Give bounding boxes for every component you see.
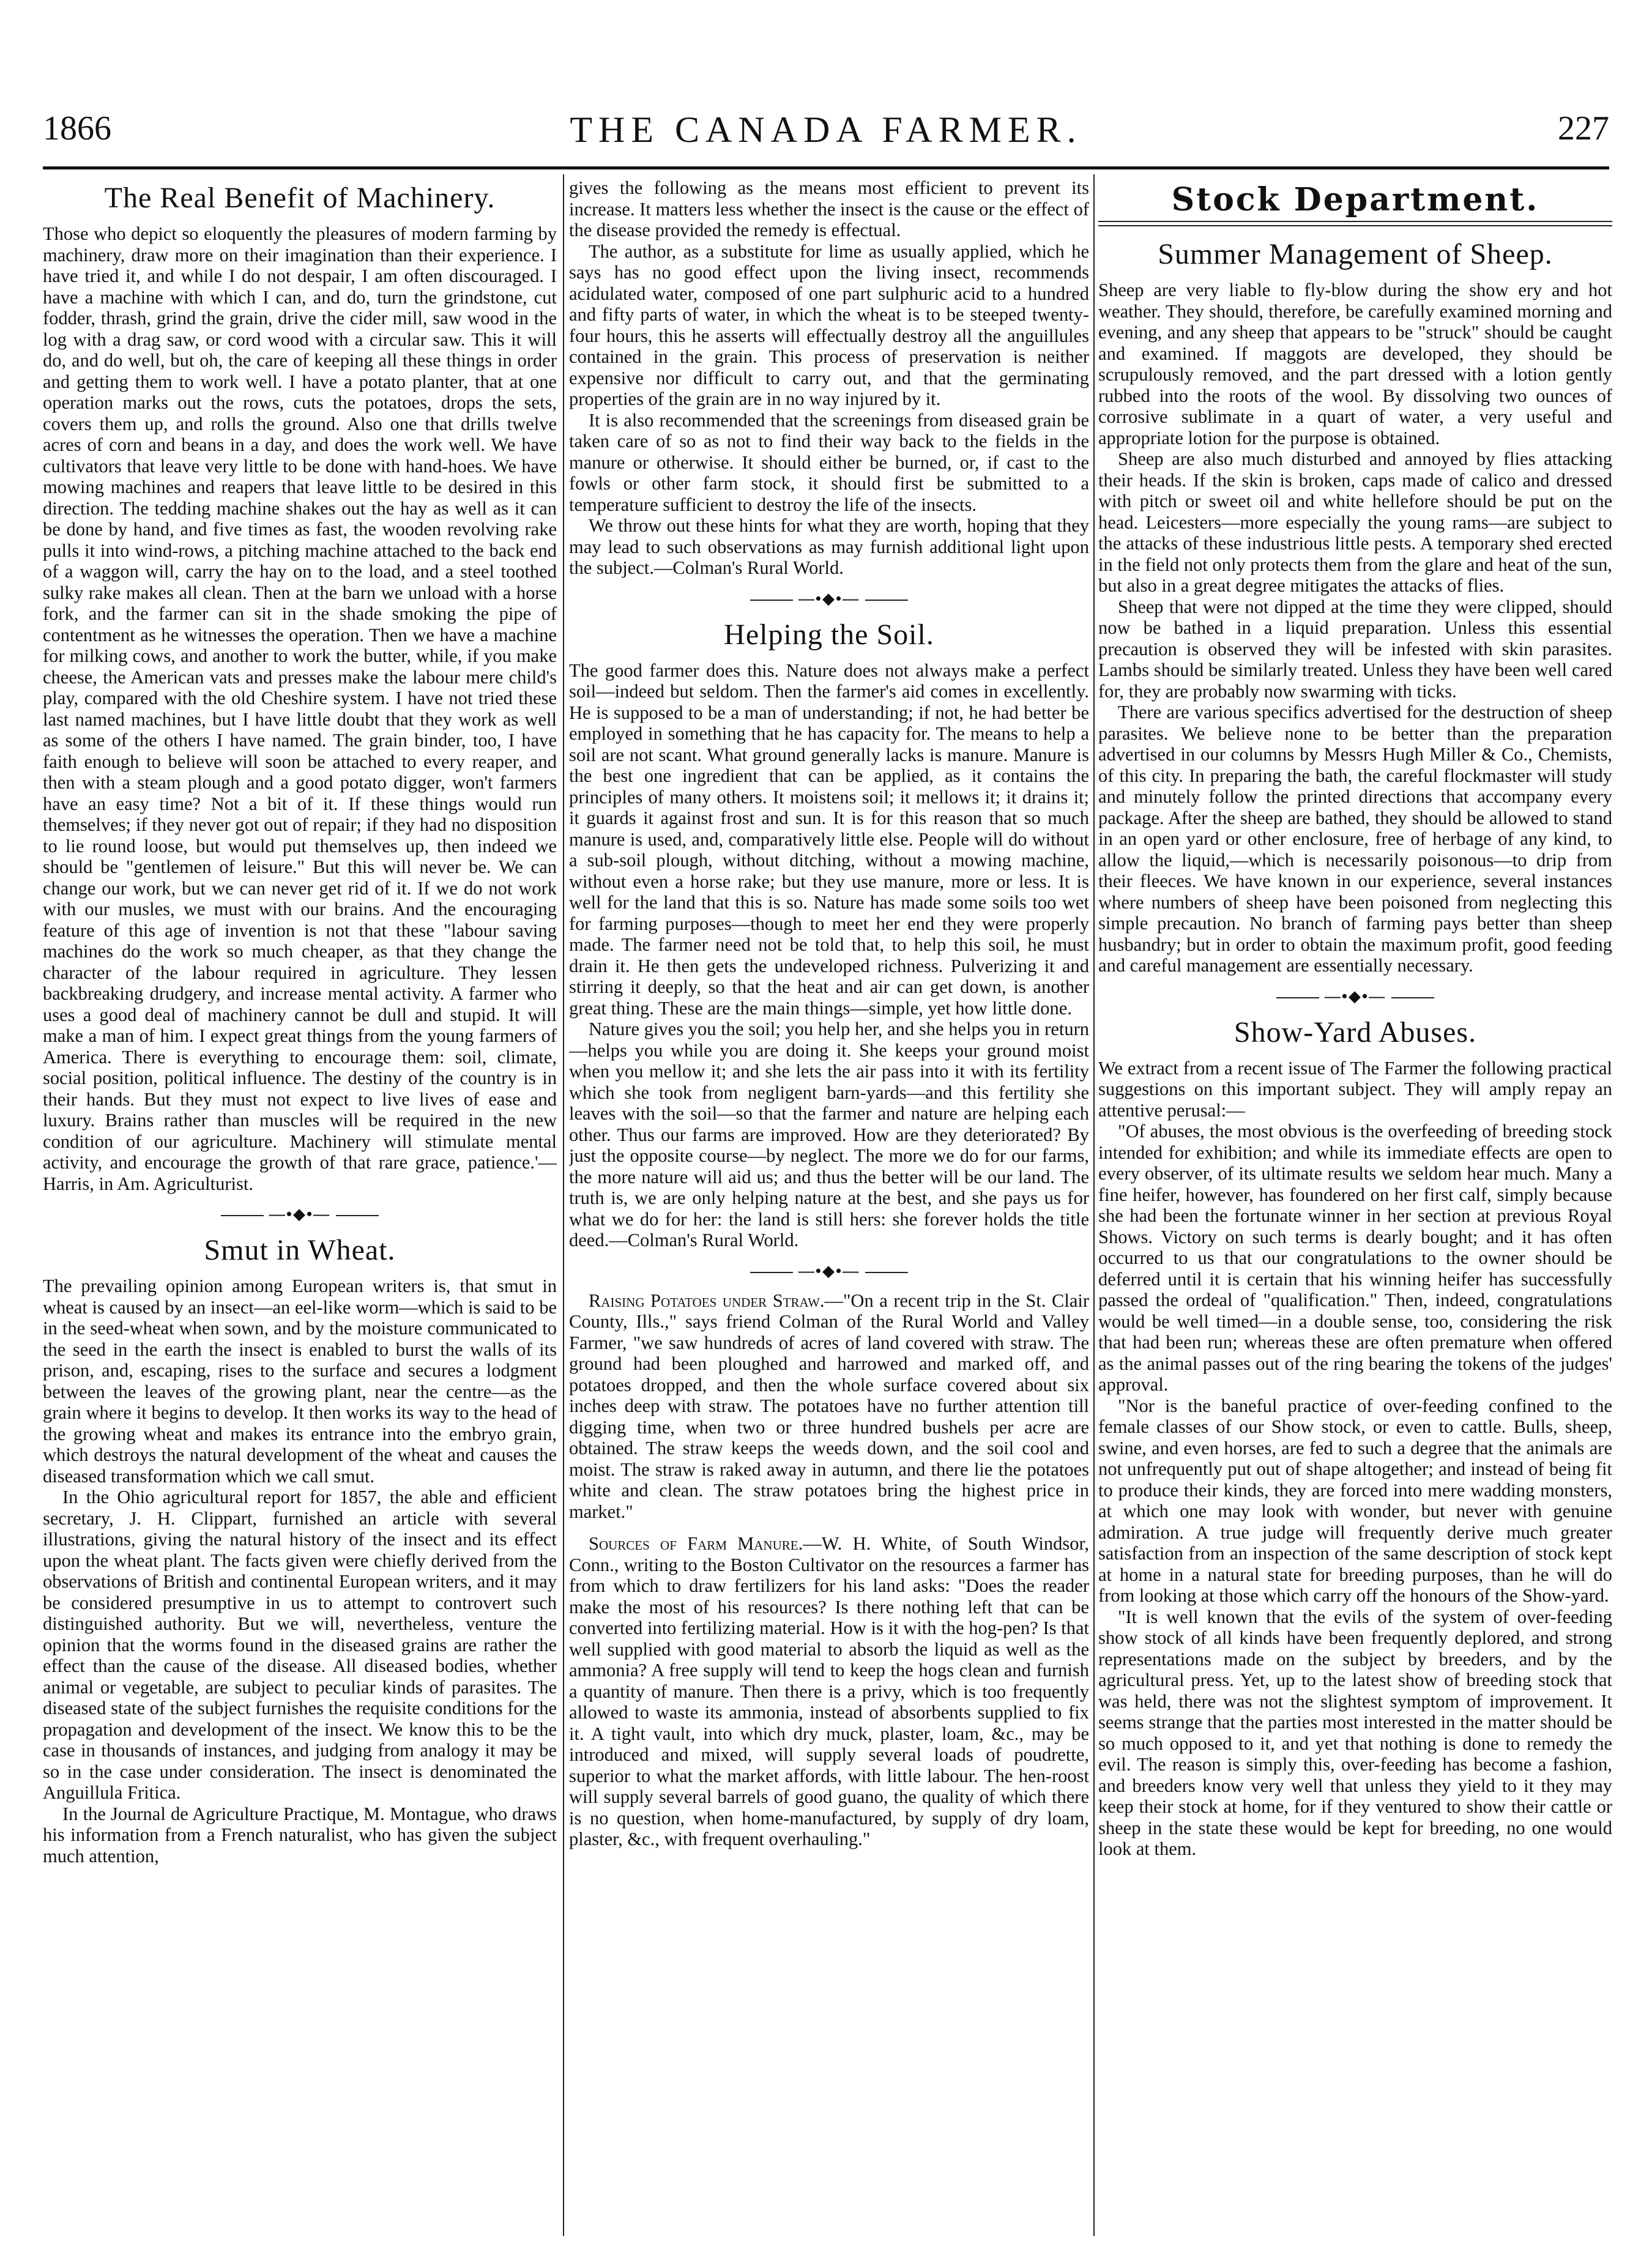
page-header [43,109,1609,164]
column-2 [569,177,1089,2233]
ornament-rule [865,1272,908,1273]
ornament-glyph: —•◆•— [1324,987,1386,1005]
article-body: Those who depict so eloquently the pleasures of modern farming by machinery, draw more on their imagination than their experience. I have tried it, and while I do not despair, I am often discouraged. I have a machine with which I can, and do, turn the grindstone, cut fodder, thrash, grind the grain, drive the cider mill, saw wood in the log with a drag saw, or cord wood with a circular saw. This it will do, and do well, but oh, the care of keeping all these things in order and getting them to work well. I have a potato planter, that at one operation marks out the rows, cuts the potatoes, drops the sets, covers them up, and rolls the ground. Also one that drills twelve acres of corn and beans in a day, and does the work well. We have cultivators that leave very little to be done with hand-hoes. We have mowing machines and reapers that leave little to be desired in this direction. The tedding machine shakes out the hay as well as it can be done by hand, and five times as fast, the wooden revolving rake pulls it into wind-rows, a pitching machine attached to the back end of a waggon will, carry the hay on to the load, and a steel toothed sulky rake makes all clean. Then at the barn we unload with a horse fork, and the farmer can sit in the shade smoking the pipe of contentment as he witnesses the operation. Then we have a machine for milking cows, and another to work the butter, while, if you make cheese, the American vats and presses make the labour mere child's play, compared with the old Cheshire system. I have not tried these last named machines, but I have little doubt that they work as well as some of the others I have named. The grain binder, too, I have faith enough to believe will soon be attached to every reaper, and then with a steam plough and a good potato digger, won't farmers have an easy time? Not a bit of it. If these things would run themselves; if they never got out of repair; if they had no disposition to lie round loose, but would put themselves up, then indeed we should be "gentlemen of leisure." But this will never be. We can change our work, but we can never get rid of it. If we do not work with our musles, we must with our brains. And the encouraging feature of this age of invention is not that these "labour saving machines do the work so much cheaper, as that they change the character of the labour required in agriculture. They lessen backbreaking drudgery, and increase mental activity. A farmer who uses a good deal of machinery cannot be dull and stupid. It will make a man of him. I expect great things from the young farmers of America. There is everything to encourage them: soil, climate, social position, political influence. The destiny of the country is in their hands. But they must not expect to live lives of ease and luxury. Brains rather than muscles will be required in the new condition of our agriculture. Machinery will stimulate mental activity, and encourage the growth of that rare grace, patience.'—Harris, in Am. Agriculturist. [43,223,557,1194]
article-title-machinery: The Real Benefit of Machinery. [104,182,496,214]
article-body: "It is well known that the evils of the system of over-feeding show stock of all kinds have been frequently deplored, and strong representations made on the subject by breeders, and by the agricultural press. Yet, up to the latest show of breeding stock that was held, there was not the slightest symptom of improvement. It seems strange that the parties most interested in the matter should be so much opposed to it, and yet that nothing is done to remedy the evil. The reason is simply this, over-feeding has become a fashion, and breeders know very well that unless they yield to it they may keep their stock at home, for if they ventured to show their cattle or sheep in the state these would be kept for breeding, no one would look at them. [1098,1606,1612,1859]
ornament-rule [750,1272,793,1273]
ornament-rule [865,600,908,601]
paragraph-text: —"On a recent trip in the St. Clair County, Ills.," says friend Colman of the Rural World and Valley Farmer, "we saw hundreds of acres of land covered with straw. The ground had been ploughed and harrowed and marked off, and potatoes dropped, and then the whole surface covered about six inches deep with straw. The potatoes have no further attention till digging time, when two or three hundred bushels per acre are obtained. The straw keeps the weeds down, and the soil cool and moist. The straw is raked away in autumn, and there lie the potatoes white and clean. The straw potatoes bring the highest price in market." [569,1290,1089,1522]
article-body: The prevailing opinion among European writers is, that smut in wheat is caused by an insect—an eel-like worm—which is said to be in the seed-wheat when sown, and by the moisture communicated to the seed in the earth the insect is enabled to burst the walls of its prison, and, escaping, rises to the surface and secures a lodgment between the leaves of the growing plant, near the centre—as the grain where it begins to develop. It then works its way to the head of the growing wheat and makes its entrance into the embryo grain, which destroys the natural development of the wheat and causes the diseased transformation which we call smut. [43,1276,557,1487]
column-divider [1093,174,1095,2236]
header-year: 1866 [43,110,111,147]
article-body: It is also recommended that the screenings from diseased grain be taken care of so as not to find their way back to the fields in the manure or otherwise. It should either be burned, or, if cast to the fowls or other farm stock, it should first be submitted to a temperature sufficient to destroy the life of the insects. [569,409,1089,515]
article-body: "Of abuses, the most obvious is the overfeeding of breeding stock intended for exhibition; and while its immediate effects are open to every observer, of its ultimate results we seldom hear much. Many a fine heifer, however, has foundered on her first calf, simply because she had been the fortunate winner in her section at previous Royal Shows. Victory on such terms is dearly bought; and it has often occurred to us that our congratulations to the owner should be deferred until it is certain that his winning heifer has successfully passed the ordeal of "qualification." Then, indeed, congratulations would be well timed—in a double sense, too, considering the risk that had been run; whereas these are often premature when offered as the animal passes out of the ring bearing the tokens of the judges' approval. [1098,1121,1612,1395]
article-title-showyard: Show-Yard Abuses. [1233,1016,1477,1049]
article-body: In the Journal de Agriculture Practique, M. Montague, who draws his information from a French naturalist, who has given the subject much attention, [43,1803,557,1867]
article-body: The author, as a substitute for lime as usually applied, which he says has no good effect upon the living insect, recommends acidulated water, composed of one part sulphuric acid to a hundred and fifty parts of water, in which the wheat is to be steeped twenty-four hours, this he asserts will effectually destroy all the anguillules contained in the grain. This process of preservation is neither expensive nor difficult to carry out, and that the germinating properties of the grain are in no way injured by it. [569,240,1089,409]
article-body: We throw out these hints for what they are worth, hoping that they may lead to such observations as may furnish additional light upon the subject.—Colman's Rural World. [569,515,1089,578]
article-body: The good farmer does this. Nature does not always make a perfect soil—indeed but seldom. Then the farmer's aid comes in excellently. He is supposed to be a man of understanding; if not, he had better be employed in something that he has capacity for. The means to help a soil are not scant. What ground generally lacks is manure. Manure is the best one ingredient that can be applied, as it contains the principles of many others. It moistens soil; it mellows it; it drains it; it guards it against frost and sun. It is for this reason that so much manure is used, and, comparatively little else. People will do without a sub-soil plough, without ditching, without a mowing machine, without even a horse rake; but they use manure, more or less. It is well for the land that this is so. Nature has made some soils too wet for farming purposes—though to meet her end they were properly made. The farmer need not be told that, to help this soil, he must drain it. He then gets the undeveloped richness. Pulverizing it and stirring it deeply, so that the heat and air can get down, is another great thing. These are the main things—simple, yet how little done. [569,659,1089,1019]
section-ornament [43,1205,557,1224]
column-3 [1098,177,1612,2233]
header-title: THE CANADA FARMER. [570,110,1082,150]
section-ornament [569,590,1089,608]
ornament-rule [1276,997,1319,998]
double-rule [1098,221,1612,226]
header-page-number: 227 [1558,110,1609,147]
article-body: gives the following as the means most efficient to prevent its increase. It matters less whether the insect is the cause or the effect of the disease provided the remedy is effectual. [569,177,1089,240]
article-body: Nature gives you the soil; you help her, and she helps you in return—helps you while you are doing it. She keeps your ground moist when you mellow it; and she lets the air pass into it with its fertility which she took from negligent barn-yards—and this fertility she leaves with the soil—so that the farmer and nature are helping each other. Thus our farms are improved. How are they deteriorated? By just the opposite course—by neglect. The more we do for our farms, the more nature will aid us; and thus the better will be our land. The truth is, we are only helping nature at the best, and she pays us for what we do for her: the land is still hers: she forever holds the title deed.—Colman's Rural World. [569,1019,1089,1250]
ornament-rule [1391,997,1434,998]
article-body: Sheep are very liable to fly-blow during the show ery and hot weather. They should, therefore, be carefully examined morning and evening, and any sheep that appears to be "struck" should be caught and examined. If maggots are developed, they should be scrupulously removed, and the part dressed with a lotion gently rubbed into the roots of the wool. By dissolving two ounces of corrosive sublimate in a quart of water, a very useful and appropriate lotion for the purpose is obtained. [1098,280,1612,448]
ornament-glyph: —•◆•— [798,1261,860,1280]
article-body: There are various specifics advertised for the destruction of sheep parasites. We believe none to be better than the preparation advertised in our columns by Messrs Hugh Miller & Co., Chemists, of this city. In preparing the bath, the careful flockmaster will study and minutely follow the printed directions that accompany every package. After the sheep are bathed, they should be allowed to stand in an open yard or other enclosure, free of herbage of any kind, to allow the liquid,—which is necessarily poisonous—to drip from their fleeces. We have known in our experience, several instances where numbers of sheep have been poisoned from neglecting this simple precaution. No branch of farming pays better than sheep husbandry; but in order to obtain the maximum profit, good feeding and careful management are essentially necessary. [1098,702,1612,976]
section-ornament [1098,987,1612,1006]
column-divider [563,174,564,2236]
article-title-sheep: Summer Management of Sheep. [1158,238,1553,270]
spacer [569,1522,1089,1533]
article-title-soil: Helping the Soil. [724,618,934,651]
column-1 [43,177,557,2233]
paragraph-lead: Raising Potatoes under Straw. [589,1290,825,1311]
article-body: Sheep that were not dipped at the time they were clipped, should now be bathed in a liquid preparation. Unless this essential precaution is observed they will be infested with skin parasites. Lambs should be similarly treated. Unless they have been well cared for, they are probably now swarming with ticks. [1098,596,1612,702]
ornament-rule [750,600,793,601]
paragraph-text: —W. H. White, of South Windsor, Conn., writing to the Boston Cultivator on the resources a farmer has from which to draw fertilizers for his land asks: "Does the reader make the most of his resources? Is there nothing left that can be converted into fertilizing material. How is it with the hog-pen? Is that well supplied with good material to absorb the liquid as well as the ammonia? A free supply will tend to keep the hogs clean and furnish a quantity of manure. Then there is a privy, which is too frequently allowed to waste its ammonia, instead of absorbents supplied to fix it. A tight vault, into which dry muck, plaster, loam, &c., may be introduced and mixed, will supply several loads of poudrette, superior to what the market affords, with little labour. The hen-roost will supply several barrels of good guano, the quality of which there is no question, when home-manufactured, by supply of dry loam, plaster, &c., with frequent overhauling." [569,1533,1089,1849]
article-body [569,1290,1089,1523]
ornament-rule [221,1215,264,1216]
article-body: In the Ohio agricultural report for 1857, the able and efficient secretary, J. H. Clippart, furnished an article with several illustrations, giving the natural history of the insect and its effect upon the wheat plant. The facts given were chiefly derived from the observations of British and continental European writers, and it may be considered presumptive in us to attempt to controvert such distinguished authority. But we will, nevertheless, venture the opinion that the worms found in the diseased grains are rather the effect than the cause of the disease. All diseased bodies, whether animal or vegetable, are subject to peculiar kinds of parasites. The diseased state of the subject furnishes the requisite conditions for the propagation and development of the insect. We know this to be the case in thousands of instances, and judging from analogy it may be so in the case under consideration. The insect is denominated the Anguillula Fritica. [43,1487,557,1803]
paragraph-lead: Sources of Farm Manure. [589,1533,803,1554]
ornament-glyph: —•◆•— [798,589,860,607]
header-rule [43,166,1609,169]
section-ornament [569,1262,1089,1280]
article-body: "Nor is the baneful practice of over-feeding confined to the female classes of our Show stock, or even to cattle. Bulls, sheep, swine, and even horses, are fed to such a degree that the animals are not unfrequently put out of shape altogether; and instead of being fit to produce their kinds, they are forced into mere wadding monsters, at which one may look with wonder, but never with genuine admiration. A true judge will frequently derive much greater satisfaction from an inspection of the same description of stock kept at home in a natural state for breeding purposes, than he will do from looking at those which carry off the honours of the Show-yard. [1098,1395,1612,1606]
ornament-glyph: —•◆•— [269,1205,331,1223]
article-body [569,1533,1089,1850]
article-body: Sheep are also much disturbed and annoyed by flies attacking their heads. If the skin is broken, caps made of calico and dressed with pitch or sweet oil and white hellefore should be put on the head. Leicesters—more especially the young rams—are subject to the attacks of these industrious little pests. A temporary shed erected in the field not only protects them from the glare and heat of the sun, but also in a great degree mitigates the attacks of flies. [1098,448,1612,596]
department-heading: Stock Department. [1171,181,1539,218]
article-title-smut: Smut in Wheat. [204,1234,396,1266]
ornament-rule [336,1215,379,1216]
article-body: We extract from a recent issue of The Farmer the following practical suggestions on this important subject. They will amply repay an attentive perusal:— [1098,1057,1612,1121]
